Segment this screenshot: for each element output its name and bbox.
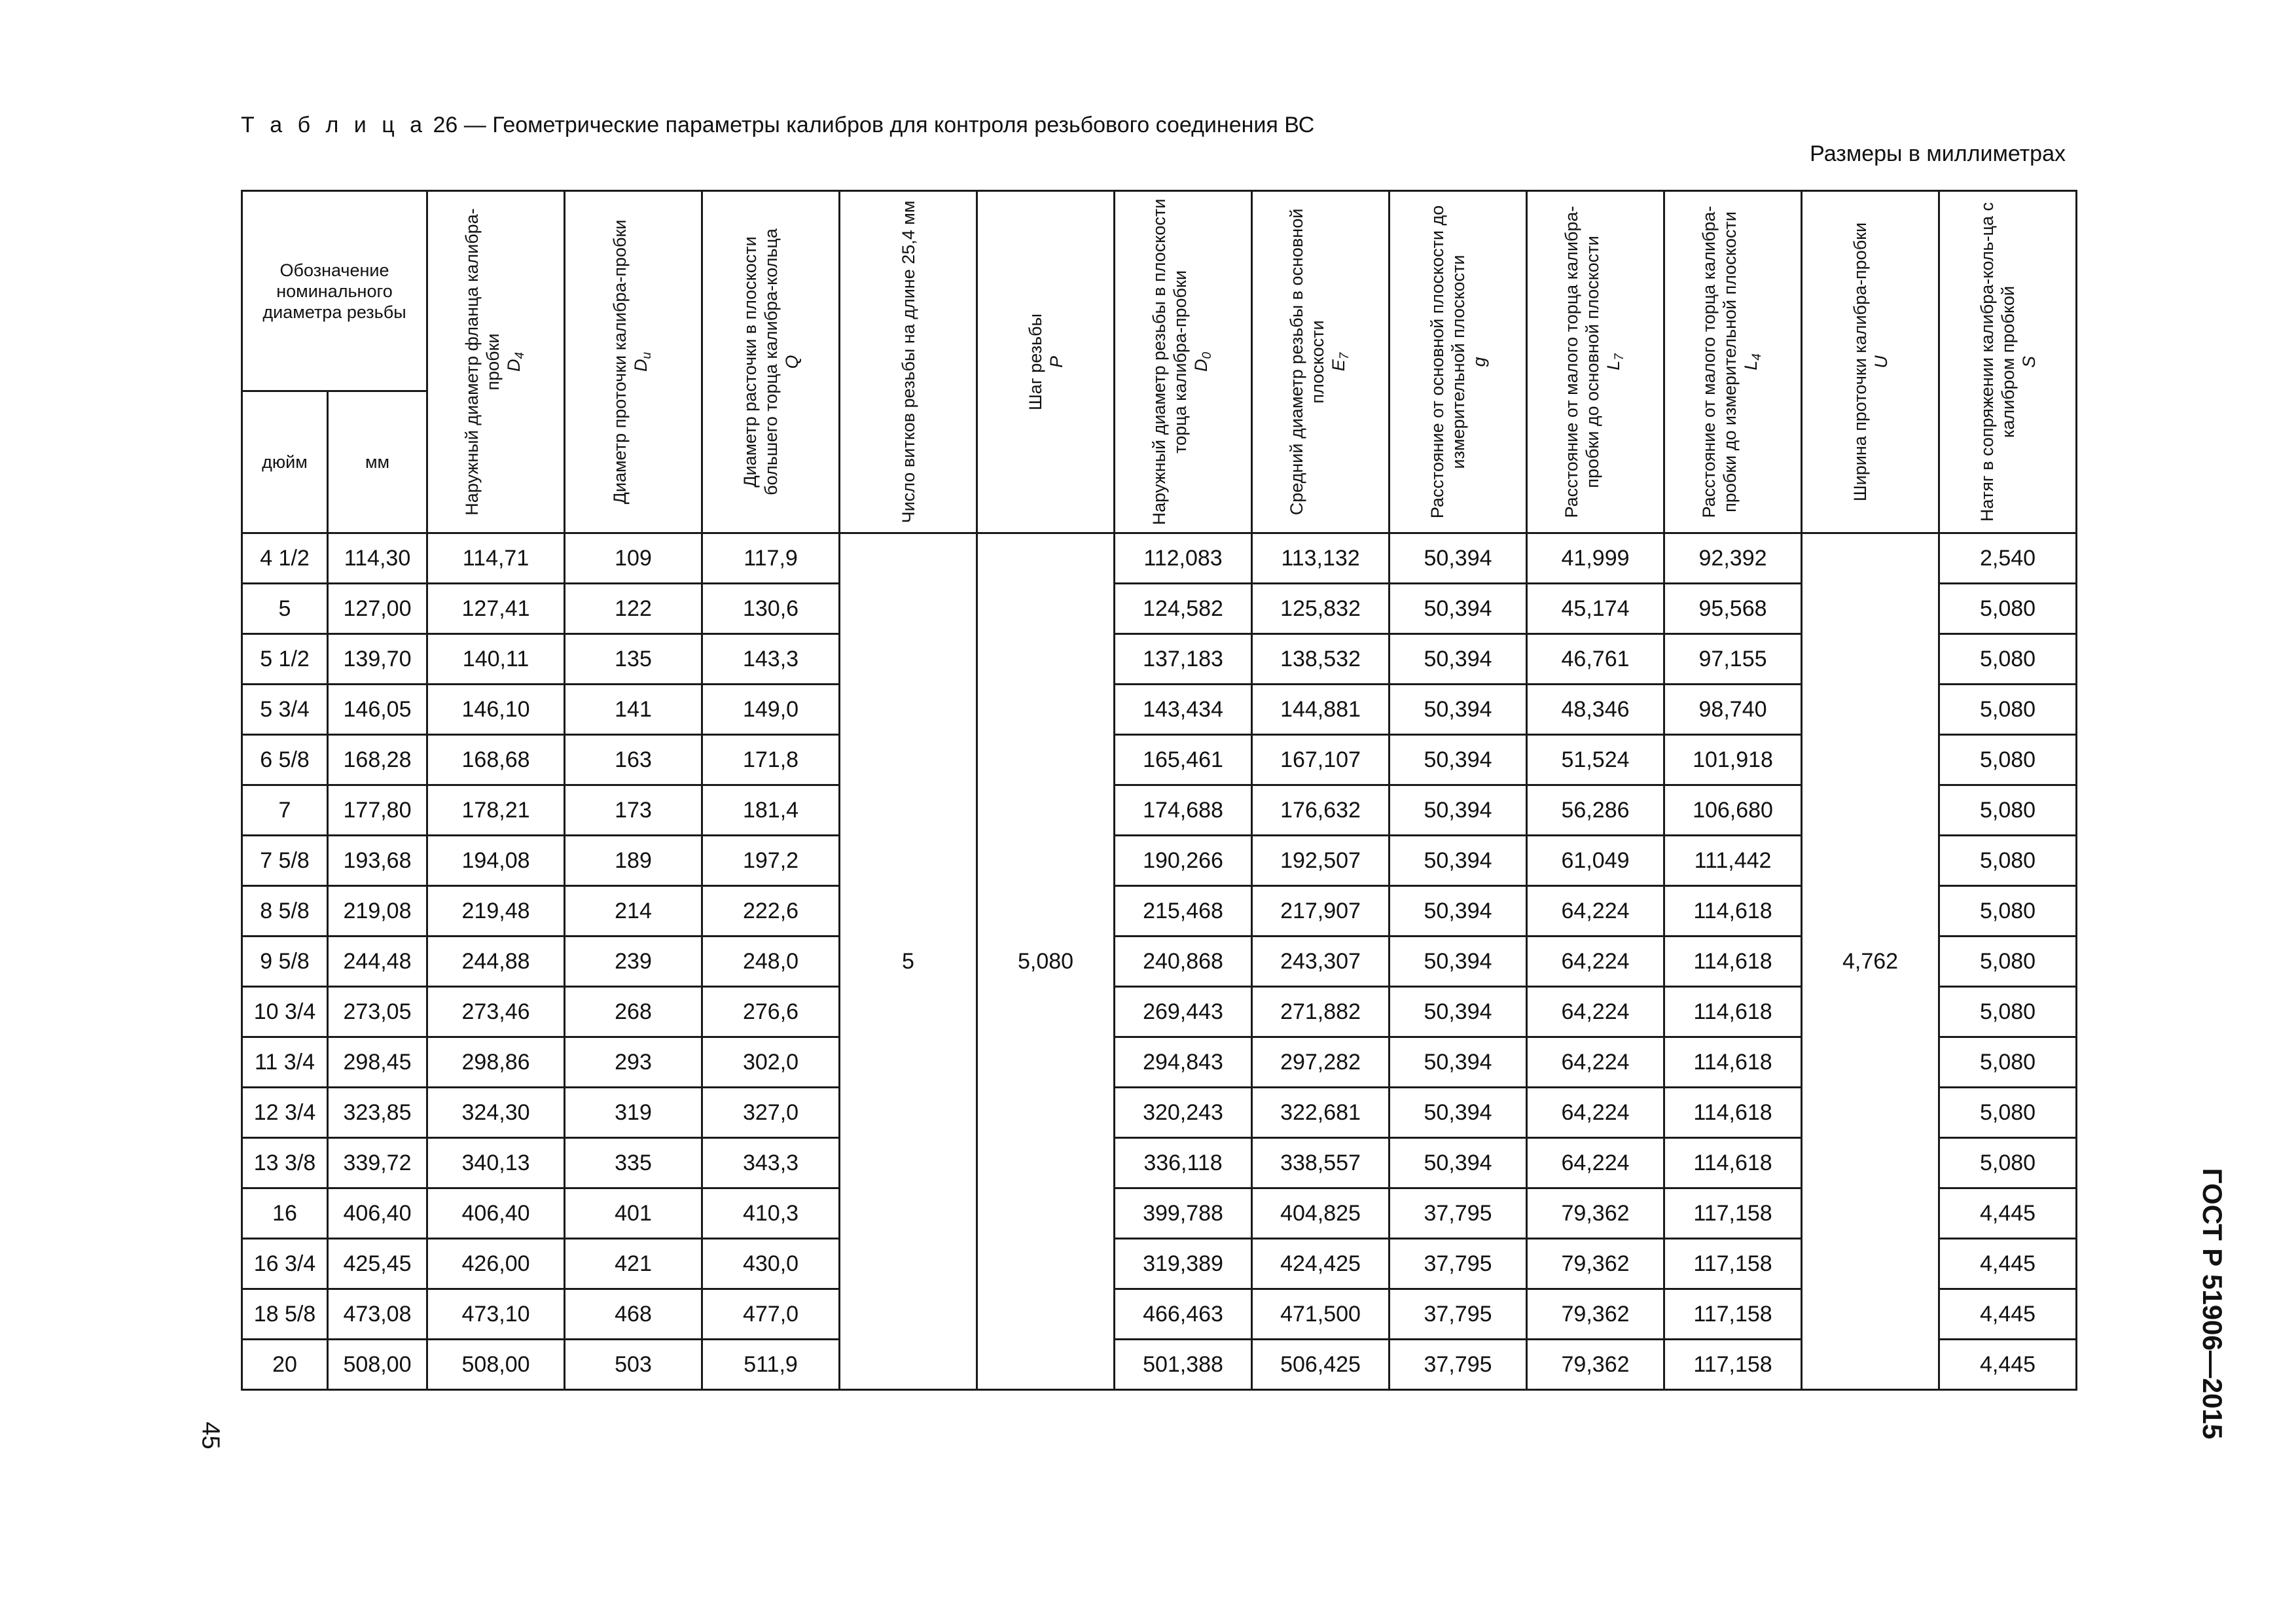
- table-cell: 50,394: [1390, 1088, 1527, 1138]
- table-cell: 168,68: [427, 735, 565, 785]
- header-col-text: Натяг в сопряжении калибра-коль-ца с калибром пробкой: [1977, 202, 2018, 522]
- header-col-text: Диаметр расточки в плоскости большего торца калибра-кольца: [740, 228, 781, 495]
- header-col-symbol: S: [2018, 356, 2039, 368]
- table-cell: 41,999: [1527, 533, 1664, 584]
- table-cell: 117,158: [1664, 1188, 1802, 1239]
- table-cell: 401: [565, 1188, 702, 1239]
- table-cell: 4,445: [1939, 1239, 2077, 1289]
- header-col-symbol: $E_7$: [1328, 352, 1352, 372]
- turns-per-inch-cell: 5: [840, 533, 977, 1390]
- table-cell: 343,3: [702, 1138, 840, 1188]
- table-cell: 64,224: [1527, 1088, 1664, 1138]
- table-cell: 508,00: [427, 1340, 565, 1390]
- table-cell: 111,442: [1664, 836, 1802, 886]
- table-cell: 101,918: [1664, 735, 1802, 785]
- table-cell: 127,41: [427, 584, 565, 634]
- table-cell: 16: [242, 1188, 328, 1239]
- table-row: [242, 533, 2077, 584]
- table-cell: 64,224: [1527, 987, 1664, 1037]
- table-cell: 50,394: [1390, 1138, 1527, 1188]
- table-cell: 50,394: [1390, 735, 1527, 785]
- table-cell: 273,05: [328, 987, 427, 1037]
- table-cell: 117,158: [1664, 1340, 1802, 1390]
- table-cell: 7: [242, 785, 328, 836]
- table-cell: 335: [565, 1138, 702, 1188]
- header-col-symbol: g: [1469, 357, 1489, 367]
- table-cell: 244,48: [328, 936, 427, 987]
- table-cell: 193,68: [328, 836, 427, 886]
- table-cell: 276,6: [702, 987, 840, 1037]
- table-cell: 192,507: [1252, 836, 1390, 886]
- table-cell: 139,70: [328, 634, 427, 685]
- table-row: [242, 1340, 2077, 1390]
- table-row: [242, 1138, 2077, 1188]
- table-cell: 113,132: [1252, 533, 1390, 584]
- table-cell: 163: [565, 735, 702, 785]
- table-cell: 117,9: [702, 533, 840, 584]
- table-row: [242, 634, 2077, 685]
- table-cell: 222,6: [702, 886, 840, 936]
- table-row: [242, 836, 2077, 886]
- table-cell: 338,557: [1252, 1138, 1390, 1188]
- table-cell: 98,740: [1664, 685, 1802, 735]
- table-row: [242, 735, 2077, 785]
- table-cell: 471,500: [1252, 1289, 1390, 1340]
- table-row: [242, 1037, 2077, 1088]
- table-cell: 138,532: [1252, 634, 1390, 685]
- table-row: [242, 1289, 2077, 1340]
- header-col-text: Ширина проточки калибра-пробки: [1850, 222, 1870, 502]
- table-cell: 165,461: [1115, 735, 1252, 785]
- table-cell: 466,463: [1115, 1289, 1252, 1340]
- table-cell: 189: [565, 836, 702, 886]
- groove-width-cell: 4,762: [1802, 533, 1939, 1390]
- table-cell: 50,394: [1390, 584, 1527, 634]
- header-inch: дюйм: [242, 391, 328, 533]
- table-cell: 51,524: [1527, 735, 1664, 785]
- table-cell: 130,6: [702, 584, 840, 634]
- table-cell: 4,445: [1939, 1340, 2077, 1390]
- table-cell: 294,843: [1115, 1037, 1252, 1088]
- table-cell: 473,08: [328, 1289, 427, 1340]
- table-cell: 214: [565, 886, 702, 936]
- table-cell: 501,388: [1115, 1340, 1252, 1390]
- table-cell: 4,445: [1939, 1289, 2077, 1340]
- table-row: [242, 1188, 2077, 1239]
- header-mm: мм: [328, 391, 427, 533]
- table-cell: 141: [565, 685, 702, 735]
- header-col-text: Расстояние от малого торца калибра-пробки до измерительной плоскости: [1698, 205, 1740, 518]
- table-cell: 324,30: [427, 1088, 565, 1138]
- table-cell: 181,4: [702, 785, 840, 836]
- header-col-text: Диаметр проточки калибра-пробки: [609, 219, 630, 505]
- table-row: [242, 987, 2077, 1037]
- table-cell: 269,443: [1115, 987, 1252, 1037]
- table-cell: 273,46: [427, 987, 565, 1037]
- table-cell: 56,286: [1527, 785, 1664, 836]
- table-cell: 219,08: [328, 886, 427, 936]
- table-cell: 174,688: [1115, 785, 1252, 836]
- table-cell: 50,394: [1390, 987, 1527, 1037]
- header-row: [242, 191, 2077, 391]
- table-cell: 468: [565, 1289, 702, 1340]
- table-cell: 79,362: [1527, 1188, 1664, 1239]
- table-cell: 114,618: [1664, 1088, 1802, 1138]
- table-cell: 20: [242, 1340, 328, 1390]
- table-cell: 37,795: [1390, 1289, 1527, 1340]
- table-cell: 477,0: [702, 1289, 840, 1340]
- table-cell: 114,71: [427, 533, 565, 584]
- table-row: [242, 1088, 2077, 1138]
- table-cell: 6 5/8: [242, 735, 328, 785]
- table-cell: 124,582: [1115, 584, 1252, 634]
- table-cell: 112,083: [1115, 533, 1252, 584]
- table-cell: 50,394: [1390, 533, 1527, 584]
- header-col-9: [1527, 191, 1664, 533]
- header-col-text: Число витков резьбы на длине 25,4 мм: [898, 200, 918, 524]
- table-cell: 178,21: [427, 785, 565, 836]
- table-cell: 5,080: [1939, 634, 2077, 685]
- page-number: 45: [196, 1421, 224, 1450]
- table-cell: 137,183: [1115, 634, 1252, 685]
- table-cell: 125,832: [1252, 584, 1390, 634]
- table-cell: 323,85: [328, 1088, 427, 1138]
- table-cell: 106,680: [1664, 785, 1802, 836]
- table-cell: 143,434: [1115, 685, 1252, 735]
- table-cell: 271,882: [1252, 987, 1390, 1037]
- table-cell: 298,45: [328, 1037, 427, 1088]
- table-cell: 197,2: [702, 836, 840, 886]
- table-cell: 293: [565, 1037, 702, 1088]
- gauge-parameters-table: [241, 190, 2077, 1391]
- document-code: ГОСТ Р 51906—2015: [2197, 1168, 2228, 1440]
- caption-label: Т а б л и ц а: [241, 113, 427, 137]
- table-cell: 95,568: [1664, 584, 1802, 634]
- table-cell: 248,0: [702, 936, 840, 987]
- header-col-text: Наружный диаметр фланца калибра-пробки: [461, 208, 503, 516]
- caption-text: 26 — Геометрические параметры калибров для контроля резьбового соединения ВС: [433, 113, 1315, 137]
- table-cell: 7 5/8: [242, 836, 328, 886]
- table-cell: 48,346: [1527, 685, 1664, 735]
- table-cell: 239: [565, 936, 702, 987]
- table-cell: 4 1/2: [242, 533, 328, 584]
- table-cell: 114,618: [1664, 987, 1802, 1037]
- table-cell: 5,080: [1939, 785, 2077, 836]
- table-cell: 16 3/4: [242, 1239, 328, 1289]
- table-cell: 319: [565, 1088, 702, 1138]
- header-col-10: [1664, 191, 1802, 533]
- table-cell: 114,30: [328, 533, 427, 584]
- table-cell: 506,425: [1252, 1340, 1390, 1390]
- table-cell: 11 3/4: [242, 1037, 328, 1088]
- table-cell: 97,155: [1664, 634, 1802, 685]
- table-cell: 336,118: [1115, 1138, 1252, 1188]
- header-col-4: [840, 191, 977, 533]
- table-cell: 117,158: [1664, 1239, 1802, 1289]
- table-cell: 322,681: [1252, 1088, 1390, 1138]
- header-nominal-diameter: Обозначение номинального диаметра резьбы: [242, 191, 427, 391]
- table-cell: 2,540: [1939, 533, 2077, 584]
- table-cell: 243,307: [1252, 936, 1390, 987]
- table-cell: 37,795: [1390, 1188, 1527, 1239]
- table-cell: 5,080: [1939, 987, 2077, 1037]
- table-cell: 12 3/4: [242, 1088, 328, 1138]
- header-col-text: Средний диаметр резьбы в основной плоскости: [1286, 208, 1327, 516]
- table-row: [242, 584, 2077, 634]
- table-cell: 37,795: [1390, 1340, 1527, 1390]
- table-cell: 217,907: [1252, 886, 1390, 936]
- table-cell: 149,0: [702, 685, 840, 735]
- table-row: [242, 1239, 2077, 1289]
- header-col-6: [1115, 191, 1252, 533]
- table-cell: 297,282: [1252, 1037, 1390, 1088]
- table-row: [242, 886, 2077, 936]
- table-row: [242, 785, 2077, 836]
- table-cell: 146,05: [328, 685, 427, 735]
- table-cell: 50,394: [1390, 685, 1527, 735]
- table-cell: 146,10: [427, 685, 565, 735]
- header-col-symbol: U: [1871, 355, 1891, 368]
- table-cell: 4,445: [1939, 1188, 2077, 1239]
- table-cell: 109: [565, 533, 702, 584]
- table-cell: 114,618: [1664, 1037, 1802, 1088]
- table-cell: 171,8: [702, 735, 840, 785]
- table-cell: 45,174: [1527, 584, 1664, 634]
- header-col-symbol: P: [1046, 356, 1066, 368]
- header-col-11: [1802, 191, 1939, 533]
- table-caption: [241, 113, 1314, 138]
- table-cell: 10 3/4: [242, 987, 328, 1037]
- table-cell: 5,080: [1939, 735, 2077, 785]
- table-cell: 61,049: [1527, 836, 1664, 886]
- units-note: Размеры в миллиметрах: [1810, 141, 2066, 166]
- header-col-symbol: $D_u$: [630, 351, 654, 372]
- table-cell: 425,45: [328, 1239, 427, 1289]
- header-col-1: [427, 191, 565, 533]
- header-col-symbol: Q: [781, 355, 802, 369]
- table-cell: 114,618: [1664, 1138, 1802, 1188]
- header-col-symbol: $L_4$: [1740, 353, 1764, 370]
- table-cell: 5,080: [1939, 584, 2077, 634]
- header-col-12: [1939, 191, 2077, 533]
- table-cell: 240,868: [1115, 936, 1252, 987]
- table-cell: 37,795: [1390, 1239, 1527, 1289]
- table-cell: 5,080: [1939, 936, 2077, 987]
- table-cell: 406,40: [328, 1188, 427, 1239]
- table-cell: 140,11: [427, 634, 565, 685]
- table-cell: 5,080: [1939, 886, 2077, 936]
- table-row: [242, 936, 2077, 987]
- table-cell: 176,632: [1252, 785, 1390, 836]
- header-col-text: Шаг резьбы: [1025, 313, 1045, 410]
- header-col-5: [977, 191, 1115, 533]
- table-cell: 339,72: [328, 1138, 427, 1188]
- table-cell: 404,825: [1252, 1188, 1390, 1239]
- table-cell: 114,618: [1664, 936, 1802, 987]
- table-cell: 135: [565, 634, 702, 685]
- table-cell: 244,88: [427, 936, 565, 987]
- table-cell: 92,392: [1664, 533, 1802, 584]
- table-cell: 127,00: [328, 584, 427, 634]
- table-cell: 5 3/4: [242, 685, 328, 735]
- table-cell: 18 5/8: [242, 1289, 328, 1340]
- header-col-text: Расстояние от основной плоскости до измерительной плоскости: [1427, 205, 1468, 519]
- table-cell: 50,394: [1390, 886, 1527, 936]
- table-cell: 5 1/2: [242, 634, 328, 685]
- table-cell: 50,394: [1390, 836, 1527, 886]
- table-cell: 50,394: [1390, 1037, 1527, 1088]
- table-cell: 473,10: [427, 1289, 565, 1340]
- table-cell: 144,881: [1252, 685, 1390, 735]
- table-cell: 190,266: [1115, 836, 1252, 886]
- table-cell: 167,107: [1252, 735, 1390, 785]
- table-cell: 410,3: [702, 1188, 840, 1239]
- table-cell: 399,788: [1115, 1188, 1252, 1239]
- table-cell: 168,28: [328, 735, 427, 785]
- table-cell: 340,13: [427, 1138, 565, 1188]
- table-cell: 298,86: [427, 1037, 565, 1088]
- header-col-text: Наружный диаметр резьбы в плоскости торца калибра-пробки: [1149, 198, 1190, 526]
- header-col-symbol: $D_0$: [1191, 351, 1214, 372]
- table-cell: 508,00: [328, 1340, 427, 1390]
- table-cell: 122: [565, 584, 702, 634]
- header-col-symbol: $D_4$: [503, 351, 527, 372]
- table-cell: 406,40: [427, 1188, 565, 1239]
- table-cell: 215,468: [1115, 886, 1252, 936]
- table-cell: 50,394: [1390, 936, 1527, 987]
- table-cell: 79,362: [1527, 1289, 1664, 1340]
- table-cell: 46,761: [1527, 634, 1664, 685]
- header-col-text: Расстояние от малого торца калибра-пробки до основной плоскости: [1561, 205, 1602, 518]
- header-col-7: [1252, 191, 1390, 533]
- table-cell: 117,158: [1664, 1289, 1802, 1340]
- table-cell: 79,362: [1527, 1340, 1664, 1390]
- header-col-symbol: $L_7$: [1603, 353, 1626, 370]
- table-cell: 143,3: [702, 634, 840, 685]
- table-cell: 219,48: [427, 886, 565, 936]
- header-col-8: [1390, 191, 1527, 533]
- table-cell: 9 5/8: [242, 936, 328, 987]
- table-cell: 421: [565, 1239, 702, 1289]
- table-cell: 5,080: [1939, 685, 2077, 735]
- table-cell: 177,80: [328, 785, 427, 836]
- table-cell: 320,243: [1115, 1088, 1252, 1138]
- table-cell: 327,0: [702, 1088, 840, 1138]
- table-cell: 424,425: [1252, 1239, 1390, 1289]
- table-cell: 5,080: [1939, 1138, 2077, 1188]
- header-col-2: [565, 191, 702, 533]
- table-cell: 50,394: [1390, 785, 1527, 836]
- header-col-3: [702, 191, 840, 533]
- table-cell: 64,224: [1527, 1138, 1664, 1188]
- table-cell: 268: [565, 987, 702, 1037]
- thread-pitch-cell: 5,080: [977, 533, 1115, 1390]
- table-cell: 5,080: [1939, 836, 2077, 886]
- table-cell: 13 3/8: [242, 1138, 328, 1188]
- table-cell: 64,224: [1527, 886, 1664, 936]
- table-row: [242, 685, 2077, 735]
- table-cell: 430,0: [702, 1239, 840, 1289]
- table-cell: 5,080: [1939, 1037, 2077, 1088]
- table-cell: 426,00: [427, 1239, 565, 1289]
- table-cell: 114,618: [1664, 886, 1802, 936]
- table-cell: 319,389: [1115, 1239, 1252, 1289]
- table-cell: 64,224: [1527, 1037, 1664, 1088]
- table-cell: 173: [565, 785, 702, 836]
- table-cell: 511,9: [702, 1340, 840, 1390]
- table-cell: 302,0: [702, 1037, 840, 1088]
- table-cell: 5,080: [1939, 1088, 2077, 1138]
- table-cell: 79,362: [1527, 1239, 1664, 1289]
- table-cell: 8 5/8: [242, 886, 328, 936]
- table-cell: 503: [565, 1340, 702, 1390]
- table-cell: 5: [242, 584, 328, 634]
- table-cell: 64,224: [1527, 936, 1664, 987]
- table-cell: 194,08: [427, 836, 565, 886]
- table-cell: 50,394: [1390, 634, 1527, 685]
